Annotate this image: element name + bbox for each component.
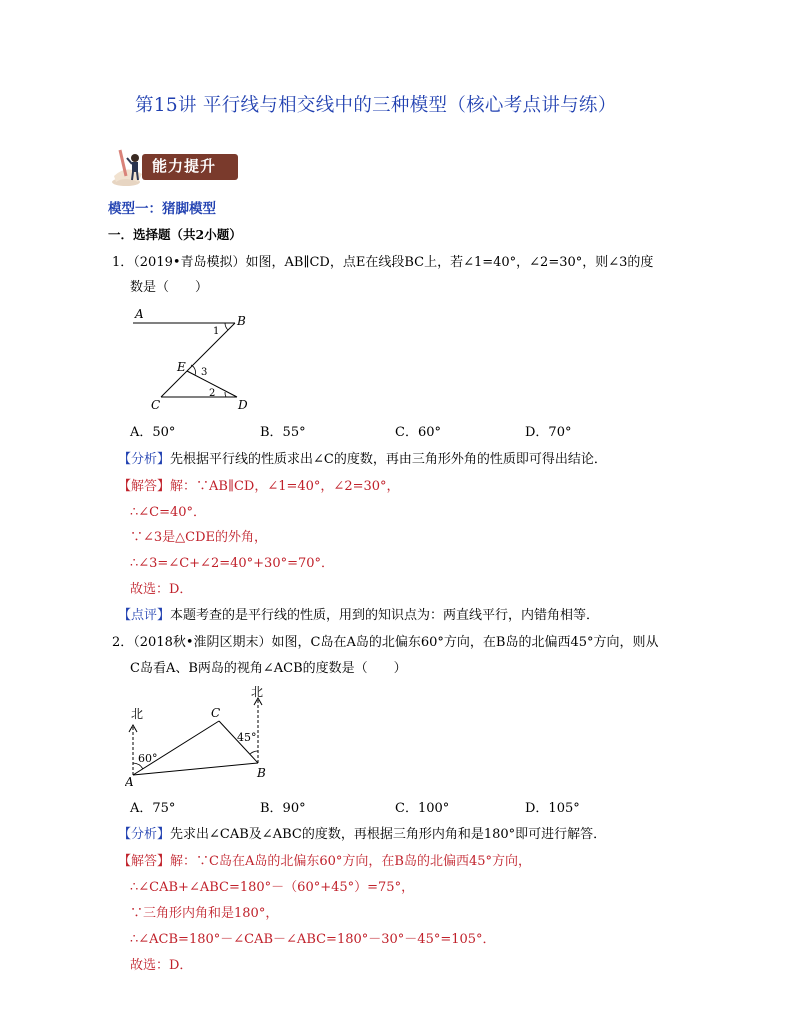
q1-angle-2: 2: [209, 388, 216, 399]
ability-badge: [108, 146, 240, 188]
q2-north-b-label: 北: [251, 685, 264, 699]
q2-option-d: D．105°: [525, 801, 580, 816]
q1-label-B: B: [237, 314, 246, 328]
q1-analysis-text: 先根据平行线的性质求出∠C的度数，再由三角形外角的性质即可得出结论．: [170, 452, 607, 467]
model-heading: 模型一：猪脚模型: [108, 201, 216, 217]
q1-option-d: D．70°: [525, 425, 572, 440]
q1-label-D: D: [238, 398, 248, 412]
q1-option-a: A．50°: [130, 425, 176, 440]
q1-stem-line1: 1．（2019•青岛模拟）如图，AB∥CD，点E在线段BC上，若∠1=40°，∠2=30°，则∠3的度: [112, 255, 654, 270]
q2-option-c: C．100°: [395, 801, 450, 816]
q2-analysis: [118, 828, 606, 841]
q2-option-b: B．90°: [260, 801, 306, 816]
q1-analysis: [118, 453, 607, 466]
q1-angle-3: 3: [201, 367, 208, 378]
q2-answer-line1: [118, 855, 531, 868]
q1-option-c: C．60°: [395, 425, 441, 440]
q1-answer-line4: ∴∠3=∠C+∠2=40°+30°=70°．: [130, 556, 335, 571]
q2-north-a-label: 北: [131, 707, 144, 721]
q1-answer-tag: 【解答】: [118, 479, 171, 494]
q2-answer-tag: 【解答】: [118, 854, 171, 869]
q2-angle-45: 45°: [237, 731, 257, 744]
q2-stem-line2: C岛看A、B两岛的视角∠ACB的度数是（ ）: [130, 661, 407, 676]
q1-analysis-tag: 【分析】: [118, 452, 171, 467]
q2-stem-line1: 2．（2018秋•淮阴区期末）如图，C岛在A岛的北偏东60°方向，在B岛的北偏西45°方向，则从: [112, 635, 659, 650]
q2-answer-line4: ∴∠ACB=180°－∠CAB－∠ABC=180°－30°－45°=105°．: [130, 932, 496, 947]
q1-comment-text: 本题考查的是平行线的性质，用到的知识点为：两直线平行，内错角相等．: [170, 608, 600, 623]
q2-choose: 故选：D．: [130, 958, 193, 973]
q2-answer-line2: ∴∠CAB+∠ABC=180°－（60°+45°）=75°，: [130, 880, 415, 895]
q1-answer-line3: ∵∠3是△CDE的外角，: [130, 530, 268, 545]
q2-label-B: B: [257, 766, 266, 780]
q2-analysis-text: 先求出∠CAB及∠ABC的度数，再根据三角形内角和是180°即可进行解答．: [170, 827, 607, 842]
q1-label-C: C: [151, 398, 161, 412]
q1-stem-line2: 数是（ ）: [130, 280, 209, 295]
q2-figure: [125, 685, 275, 787]
q1-label-E: E: [177, 360, 186, 374]
q1-figure: [125, 305, 265, 413]
q2-angle-60: 60°: [138, 752, 158, 765]
q1-answer-line2: ∴∠C=40°．: [130, 505, 207, 520]
q1-angle-1: 1: [213, 326, 220, 337]
q1-answer-line1: [118, 480, 400, 493]
q2-label-A: A: [125, 775, 134, 787]
q1-comment-tag: 【点评】: [118, 608, 171, 623]
badge-label: 能力提升: [152, 157, 217, 175]
q2-answer-line3: ∵三角形内角和是180°，: [130, 906, 279, 921]
q2-option-a: A．75°: [130, 801, 176, 816]
q1-label-A: A: [135, 307, 144, 321]
q1-comment: [118, 609, 599, 622]
section-heading: 一．选择题（共2小题）: [108, 227, 242, 242]
q1-choose: 故选：D．: [130, 582, 193, 597]
q2-answer-text1: 解：∵C岛在A岛的北偏东60°方向，在B岛的北偏西45°方向，: [170, 854, 531, 869]
q2-label-C: C: [211, 706, 221, 720]
q2-analysis-tag: 【分析】: [118, 827, 171, 842]
q1-answer-text1: 解：∵AB∥CD，∠1=40°，∠2=30°，: [170, 479, 400, 494]
q1-option-b: B．55°: [260, 425, 306, 440]
page-title: 第15讲 平行线与相交线中的三种模型（核心考点讲与练）: [135, 95, 617, 116]
